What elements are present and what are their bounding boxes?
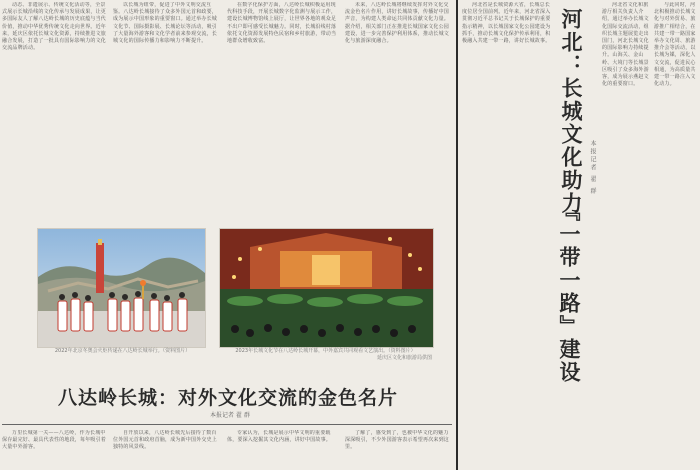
- paragraph: 了解了，感受到了，也被中华文化的魅力深深吸引，不少外国游客表示希望再次来到这里。: [345, 430, 450, 451]
- paragraph: 专家认为，长城是展示中华文明的重要载体，要深入挖掘其文化内涵，讲好中国故事。: [227, 430, 332, 444]
- bottom-text-column-3: [227, 430, 339, 470]
- left-text-column-2: [113, 2, 221, 234]
- right-text-column-3: [654, 2, 698, 468]
- bottom-text-column-4: [345, 430, 450, 470]
- left-text-column-4: [345, 2, 450, 234]
- bottom-text-column-2: [113, 430, 221, 470]
- paragraph: 以长城为纽带，促进了中外文明交流互鉴。八达岭长城接待了众多外国元首和政要，成为展示中国形象的重要窗口。通过举办长城文化节、国际摄影展、长城论坛等活动，吸引了大量海外游客和文化学者前来参观交流，长城文化的国际传播力和影响力不断提升。: [113, 2, 218, 45]
- column-separator: [456, 0, 458, 470]
- right-text-column-2: [602, 2, 650, 468]
- paragraph: 自开放以来，八达岭长城先后接待了数百位外国元首和政府首脑，成为新中国外交史上独特的风景线。: [113, 430, 218, 451]
- right-article-title-line2: 『一带一路』建设: [557, 200, 582, 384]
- article-byline: 本报记者 翟 群: [210, 412, 250, 419]
- torch-relay-photo: [37, 228, 206, 348]
- paragraph: 与此同时，河北积极推动长城文化与对外贸易、旅游推广相结合，在共建一带一路国家举办文化周、旅游推介会等活动，以长城为媒，深化人文交流，促进民心相通，为高质量共建一带一路注入文化动力。: [654, 2, 696, 88]
- right-text-column-1: [462, 2, 552, 468]
- photo-credit: 延庆区文化和旅游局供图: [376, 355, 432, 361]
- paragraph: 河北省文化和旅游厅相关负责人介绍，通过举办长城文化国际交流活动，组织长城主题展览走出国门，河北长城文化的国际影响力持续提升。山海关、金山岭、大境门等长城景区吸引了众多海外游客，成为展示燕赵文化的重要窗口。: [602, 2, 649, 88]
- paragraph: 未来，八达岭长城将继续发挥对外文化交流金色名片作用，讲好长城故事，传播好中国声音，为构建人类命运共同体贡献文化力量。据介绍，相关部门正在推进长城国家文化公园建设，进一步完善保护利用体系，推动长城文化与旅游深度融合。: [345, 2, 450, 45]
- stage-photo-caption: 2023年长城文化节在八达岭长城开幕，中外嘉宾共同观看文艺演出。（资料图片）: [235, 348, 416, 354]
- stage-performance-photo: [219, 228, 434, 348]
- bottom-text-column-1: [2, 430, 106, 470]
- section-divider: [2, 424, 452, 425]
- torch-photo-caption: 2022年北京冬奥会火炬传递在八达岭长城举行。（资料图片）: [54, 348, 191, 354]
- paragraph: 在数字化保护方面，八达岭长城积极运用现代科技手段，开展长城数字化监测与展示工作，建设长城博物馆线上展厅，让世界各地的观众足不出户即可感受长城魅力。同时，长城沿线村落依托文化资源发展特色民宿和乡村旅游，带动当地群众增收致富。: [227, 2, 337, 45]
- paragraph: 万里长城第一关——八达岭，作为长城中保存最完好、最具代表性的地段，每年吸引着大量中外游客。: [2, 430, 106, 451]
- paragraph: 动态、非遗展示、传统文化活动等，全景式展示长城沿线的文化传承与发展成果，让更多国际友人了解八达岭长城的历史底蕴与当代价值，推动中华优秀传统文化走向世界。近年来，延庆区依托长城文化资源，持续推进文旅融合发展，打造了一批具有国际影响力的文化交流品牌活动。: [2, 2, 106, 52]
- right-article-byline: 本报记者 翟 群: [589, 140, 596, 196]
- paragraph: 河北省是长城资源大省，长城总长度位居全国前列。近年来，河北省深入贯彻习近平总书记关于长城保护的重要指示精神，以长城国家文化公园建设为抓手，推动长城文化保护传承利用，积极融入共建一带一路，讲好长城故事。: [462, 2, 551, 45]
- right-article-title-line1: 河北：长城文化助力: [559, 8, 584, 215]
- left-text-column-3: [227, 2, 339, 234]
- article-headline: 八达岭长城：对外文化交流的金色名片: [58, 387, 399, 409]
- left-text-column-1: [2, 2, 106, 210]
